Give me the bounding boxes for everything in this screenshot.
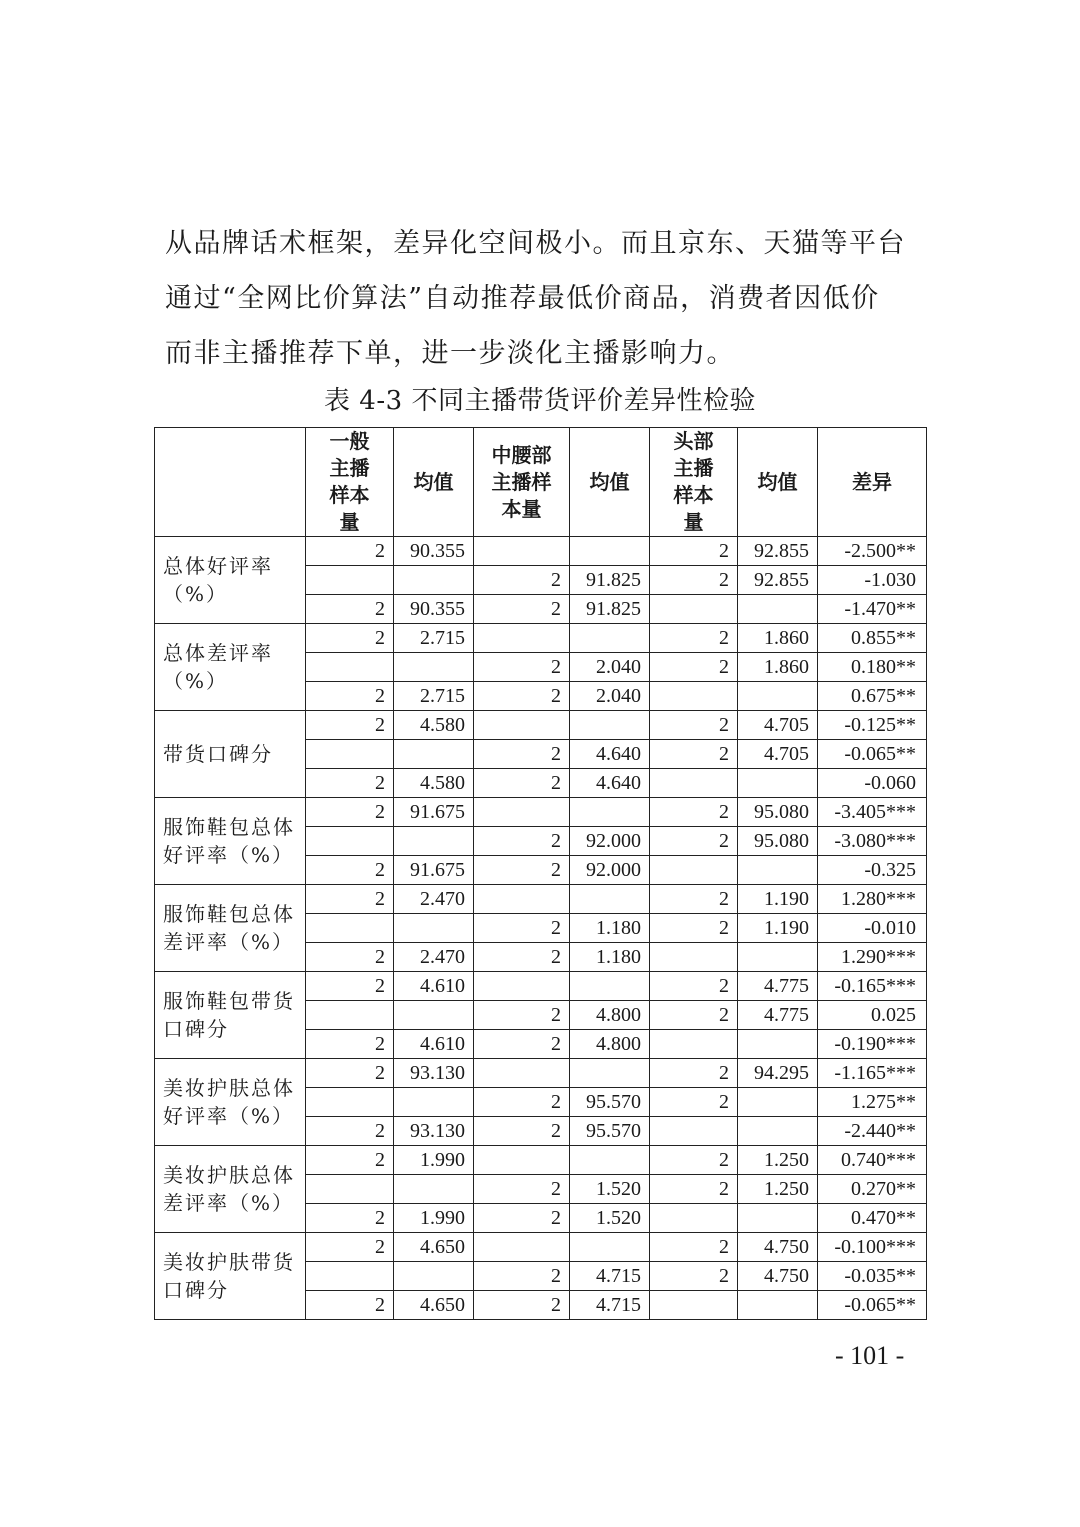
mean-cell: 4.775 bbox=[738, 1001, 818, 1030]
difference-cell: 1.290*** bbox=[818, 943, 927, 972]
mean-cell bbox=[738, 1204, 818, 1233]
mean-cell: 4.580 bbox=[394, 769, 474, 798]
mean-cell: 2.040 bbox=[570, 653, 650, 682]
table-caption: 表 4-3 不同主播带货评价差异性检验 bbox=[324, 386, 756, 416]
sample-cell bbox=[474, 624, 570, 653]
difference-cell: 0.470** bbox=[818, 1204, 927, 1233]
sample-cell bbox=[306, 653, 394, 682]
mean-cell: 1.520 bbox=[570, 1175, 650, 1204]
difference-cell: -2.440** bbox=[818, 1117, 927, 1146]
sample-cell bbox=[650, 1291, 738, 1320]
sample-cell: 2 bbox=[474, 682, 570, 711]
sample-cell bbox=[474, 972, 570, 1001]
sample-cell: 2 bbox=[474, 1088, 570, 1117]
sample-cell: 2 bbox=[650, 885, 738, 914]
header-difference: 差异 bbox=[818, 428, 927, 537]
sample-cell: 2 bbox=[474, 943, 570, 972]
metric-label: 服饰鞋包总体差评率（%） bbox=[155, 885, 306, 972]
sample-cell: 2 bbox=[650, 537, 738, 566]
sample-cell bbox=[474, 1146, 570, 1175]
sample-cell bbox=[474, 1059, 570, 1088]
metric-label: 美妆护肤总体好评率（%） bbox=[155, 1059, 306, 1146]
sample-cell bbox=[474, 537, 570, 566]
mean-cell bbox=[394, 1262, 474, 1291]
difference-cell: -0.325 bbox=[818, 856, 927, 885]
sample-cell: 2 bbox=[474, 1262, 570, 1291]
difference-cell: -2.500** bbox=[818, 537, 927, 566]
header-top-mean: 均值 bbox=[738, 428, 818, 537]
metric-label: 服饰鞋包带货口碑分 bbox=[155, 972, 306, 1059]
sample-cell: 2 bbox=[474, 1175, 570, 1204]
header-row bbox=[155, 428, 927, 537]
header-top-sample: 头部主播样本量 bbox=[650, 428, 738, 537]
sample-cell: 2 bbox=[306, 856, 394, 885]
table-row bbox=[155, 972, 927, 1001]
mean-cell: 4.800 bbox=[570, 1030, 650, 1059]
mean-cell bbox=[394, 914, 474, 943]
sample-cell bbox=[306, 1175, 394, 1204]
table-body bbox=[155, 537, 927, 1320]
mean-cell: 4.640 bbox=[570, 740, 650, 769]
mean-cell: 91.675 bbox=[394, 856, 474, 885]
mean-cell: 4.800 bbox=[570, 1001, 650, 1030]
sample-cell bbox=[306, 566, 394, 595]
mean-cell: 1.190 bbox=[738, 885, 818, 914]
sample-cell: 2 bbox=[306, 885, 394, 914]
mean-cell: 4.705 bbox=[738, 711, 818, 740]
sample-cell: 2 bbox=[650, 624, 738, 653]
mean-cell bbox=[570, 537, 650, 566]
difference-cell: 0.180** bbox=[818, 653, 927, 682]
mean-cell bbox=[738, 595, 818, 624]
mean-cell bbox=[738, 769, 818, 798]
difference-cell: -1.470** bbox=[818, 595, 927, 624]
sample-cell: 2 bbox=[474, 1291, 570, 1320]
header-metric bbox=[155, 428, 306, 537]
mean-cell: 92.000 bbox=[570, 827, 650, 856]
sample-cell: 2 bbox=[474, 566, 570, 595]
sample-cell: 2 bbox=[650, 1146, 738, 1175]
header-general-sample: 一般主播样本量 bbox=[306, 428, 394, 537]
mean-cell: 4.610 bbox=[394, 1030, 474, 1059]
mean-cell bbox=[570, 1059, 650, 1088]
sample-cell: 2 bbox=[474, 1001, 570, 1030]
mean-cell bbox=[738, 943, 818, 972]
mean-cell bbox=[394, 740, 474, 769]
mean-cell: 93.130 bbox=[394, 1059, 474, 1088]
metric-label: 美妆护肤总体差评率（%） bbox=[155, 1146, 306, 1233]
mean-cell: 91.825 bbox=[570, 566, 650, 595]
sample-cell bbox=[650, 1204, 738, 1233]
sample-cell: 2 bbox=[474, 595, 570, 624]
sample-cell: 2 bbox=[650, 740, 738, 769]
mean-cell bbox=[570, 972, 650, 1001]
mean-cell: 2.470 bbox=[394, 885, 474, 914]
table-row bbox=[155, 537, 927, 566]
mean-cell: 2.715 bbox=[394, 624, 474, 653]
mean-cell bbox=[738, 1088, 818, 1117]
sample-cell: 2 bbox=[306, 1291, 394, 1320]
sample-cell: 2 bbox=[306, 624, 394, 653]
paragraph-line: 从品牌话术框架，差异化空间极小。而且京东、天猫等平台 bbox=[165, 228, 906, 259]
mean-cell: 1.990 bbox=[394, 1146, 474, 1175]
sample-cell: 2 bbox=[650, 1233, 738, 1262]
difference-cell: -0.060 bbox=[818, 769, 927, 798]
mean-cell: 1.520 bbox=[570, 1204, 650, 1233]
mean-cell: 1.860 bbox=[738, 624, 818, 653]
mean-cell bbox=[738, 682, 818, 711]
sample-cell: 2 bbox=[306, 682, 394, 711]
sample-cell: 2 bbox=[650, 1175, 738, 1204]
mean-cell bbox=[570, 624, 650, 653]
mean-cell bbox=[394, 1001, 474, 1030]
sample-cell bbox=[650, 1030, 738, 1059]
sample-cell: 2 bbox=[306, 1030, 394, 1059]
mean-cell bbox=[394, 827, 474, 856]
mean-cell: 90.355 bbox=[394, 595, 474, 624]
mean-cell bbox=[394, 566, 474, 595]
mean-cell: 1.180 bbox=[570, 943, 650, 972]
sample-cell: 2 bbox=[474, 856, 570, 885]
table-row bbox=[155, 885, 927, 914]
metric-label: 带货口碑分 bbox=[155, 711, 306, 798]
mean-cell bbox=[738, 856, 818, 885]
sample-cell: 2 bbox=[650, 798, 738, 827]
mean-cell bbox=[570, 885, 650, 914]
sample-cell bbox=[306, 740, 394, 769]
sample-cell bbox=[306, 827, 394, 856]
mean-cell: 2.715 bbox=[394, 682, 474, 711]
sample-cell: 2 bbox=[306, 798, 394, 827]
sample-cell: 2 bbox=[474, 1117, 570, 1146]
mean-cell: 1.250 bbox=[738, 1146, 818, 1175]
mean-cell: 4.650 bbox=[394, 1233, 474, 1262]
sample-cell: 2 bbox=[306, 1204, 394, 1233]
mean-cell: 95.080 bbox=[738, 827, 818, 856]
table-header bbox=[155, 428, 927, 537]
mean-cell bbox=[570, 1146, 650, 1175]
mean-cell: 4.580 bbox=[394, 711, 474, 740]
mean-cell: 2.040 bbox=[570, 682, 650, 711]
mean-cell: 4.715 bbox=[570, 1291, 650, 1320]
mean-cell: 1.180 bbox=[570, 914, 650, 943]
difference-cell: -3.405*** bbox=[818, 798, 927, 827]
difference-cell: -0.010 bbox=[818, 914, 927, 943]
sample-cell: 2 bbox=[650, 1001, 738, 1030]
sample-cell: 2 bbox=[306, 1146, 394, 1175]
sample-cell: 2 bbox=[306, 1117, 394, 1146]
sample-cell bbox=[474, 711, 570, 740]
mean-cell: 90.355 bbox=[394, 537, 474, 566]
difference-cell: 0.740*** bbox=[818, 1146, 927, 1175]
mean-cell: 1.860 bbox=[738, 653, 818, 682]
sample-cell: 2 bbox=[650, 972, 738, 1001]
sample-cell: 2 bbox=[650, 653, 738, 682]
difference-cell: -0.165*** bbox=[818, 972, 927, 1001]
sample-cell bbox=[650, 943, 738, 972]
mean-cell: 92.000 bbox=[570, 856, 650, 885]
difference-cell: 1.275** bbox=[818, 1088, 927, 1117]
mean-cell: 91.825 bbox=[570, 595, 650, 624]
sample-cell: 2 bbox=[474, 653, 570, 682]
sample-cell: 2 bbox=[306, 711, 394, 740]
mean-cell: 1.250 bbox=[738, 1175, 818, 1204]
header-general-mean: 均值 bbox=[394, 428, 474, 537]
page-number: - 101 - bbox=[835, 1341, 905, 1370]
mean-cell: 92.855 bbox=[738, 566, 818, 595]
sample-cell bbox=[474, 798, 570, 827]
mean-cell: 4.750 bbox=[738, 1233, 818, 1262]
mean-cell bbox=[394, 1175, 474, 1204]
mean-cell: 93.130 bbox=[394, 1117, 474, 1146]
table-row bbox=[155, 1146, 927, 1175]
sample-cell bbox=[650, 595, 738, 624]
mean-cell: 2.470 bbox=[394, 943, 474, 972]
mean-cell bbox=[570, 711, 650, 740]
mean-cell: 95.570 bbox=[570, 1088, 650, 1117]
sample-cell bbox=[306, 914, 394, 943]
header-mid-mean: 均值 bbox=[570, 428, 650, 537]
mean-cell bbox=[394, 1088, 474, 1117]
difference-cell: 0.025 bbox=[818, 1001, 927, 1030]
difference-cell: -3.080*** bbox=[818, 827, 927, 856]
difference-cell: -1.165*** bbox=[818, 1059, 927, 1088]
mean-cell: 92.855 bbox=[738, 537, 818, 566]
sample-cell bbox=[306, 1262, 394, 1291]
sample-cell bbox=[306, 1001, 394, 1030]
sample-cell: 2 bbox=[650, 566, 738, 595]
sample-cell: 2 bbox=[650, 711, 738, 740]
mean-cell: 4.715 bbox=[570, 1262, 650, 1291]
mean-cell bbox=[738, 1291, 818, 1320]
sample-cell: 2 bbox=[474, 1204, 570, 1233]
sample-cell: 2 bbox=[650, 1262, 738, 1291]
sample-cell bbox=[650, 682, 738, 711]
mean-cell bbox=[738, 1030, 818, 1059]
difference-cell: 0.270** bbox=[818, 1175, 927, 1204]
difference-cell: 1.280*** bbox=[818, 885, 927, 914]
difference-cell: -0.065** bbox=[818, 740, 927, 769]
table-row bbox=[155, 1059, 927, 1088]
mean-cell: 4.775 bbox=[738, 972, 818, 1001]
mean-cell: 1.990 bbox=[394, 1204, 474, 1233]
difference-cell: -0.100*** bbox=[818, 1233, 927, 1262]
mean-cell: 4.640 bbox=[570, 769, 650, 798]
sample-cell: 2 bbox=[474, 914, 570, 943]
sample-cell bbox=[306, 1088, 394, 1117]
table-row bbox=[155, 711, 927, 740]
sample-cell: 2 bbox=[306, 943, 394, 972]
mean-cell: 4.705 bbox=[738, 740, 818, 769]
mean-cell: 4.650 bbox=[394, 1291, 474, 1320]
sample-cell bbox=[650, 856, 738, 885]
body-paragraph bbox=[165, 216, 925, 381]
sample-cell: 2 bbox=[650, 1059, 738, 1088]
sample-cell: 2 bbox=[650, 1088, 738, 1117]
sample-cell bbox=[474, 1233, 570, 1262]
header-mid-sample: 中腰部主播样本量 bbox=[474, 428, 570, 537]
difference-cell: 0.855** bbox=[818, 624, 927, 653]
sample-cell bbox=[650, 769, 738, 798]
paragraph-line: 而非主播推荐下单，进一步淡化主播影响力。 bbox=[165, 338, 735, 369]
sample-cell: 2 bbox=[306, 769, 394, 798]
sample-cell: 2 bbox=[306, 1233, 394, 1262]
table-row bbox=[155, 1233, 927, 1262]
sample-cell: 2 bbox=[306, 595, 394, 624]
difference-cell: 0.675** bbox=[818, 682, 927, 711]
sample-cell: 2 bbox=[650, 914, 738, 943]
mean-cell bbox=[570, 798, 650, 827]
difference-cell: -0.065** bbox=[818, 1291, 927, 1320]
difference-cell: -1.030 bbox=[818, 566, 927, 595]
mean-cell: 4.610 bbox=[394, 972, 474, 1001]
metric-label: 总体差评率（%） bbox=[155, 624, 306, 711]
sample-cell: 2 bbox=[650, 827, 738, 856]
sample-cell: 2 bbox=[474, 769, 570, 798]
mean-cell bbox=[738, 1117, 818, 1146]
metric-label: 总体好评率（%） bbox=[155, 537, 306, 624]
sample-cell: 2 bbox=[474, 1030, 570, 1059]
mean-cell: 95.570 bbox=[570, 1117, 650, 1146]
sample-cell: 2 bbox=[306, 537, 394, 566]
difference-cell: -0.035** bbox=[818, 1262, 927, 1291]
mean-cell bbox=[394, 653, 474, 682]
sample-cell bbox=[650, 1117, 738, 1146]
anchor-comparison-table bbox=[154, 427, 927, 1320]
mean-cell: 95.080 bbox=[738, 798, 818, 827]
mean-cell: 91.675 bbox=[394, 798, 474, 827]
difference-cell: -0.125** bbox=[818, 711, 927, 740]
paragraph-line: 通过“全网比价算法”自动推荐最低价商品，消费者因低价 bbox=[165, 283, 880, 314]
difference-cell: -0.190*** bbox=[818, 1030, 927, 1059]
mean-cell: 94.295 bbox=[738, 1059, 818, 1088]
sample-cell: 2 bbox=[474, 827, 570, 856]
sample-cell bbox=[474, 885, 570, 914]
mean-cell bbox=[570, 1233, 650, 1262]
sample-cell: 2 bbox=[306, 972, 394, 1001]
metric-label: 美妆护肤带货口碑分 bbox=[155, 1233, 306, 1320]
table-row bbox=[155, 624, 927, 653]
sample-cell: 2 bbox=[474, 740, 570, 769]
sample-cell: 2 bbox=[306, 1059, 394, 1088]
metric-label: 服饰鞋包总体好评率（%） bbox=[155, 798, 306, 885]
table-row bbox=[155, 798, 927, 827]
mean-cell: 4.750 bbox=[738, 1262, 818, 1291]
mean-cell: 1.190 bbox=[738, 914, 818, 943]
